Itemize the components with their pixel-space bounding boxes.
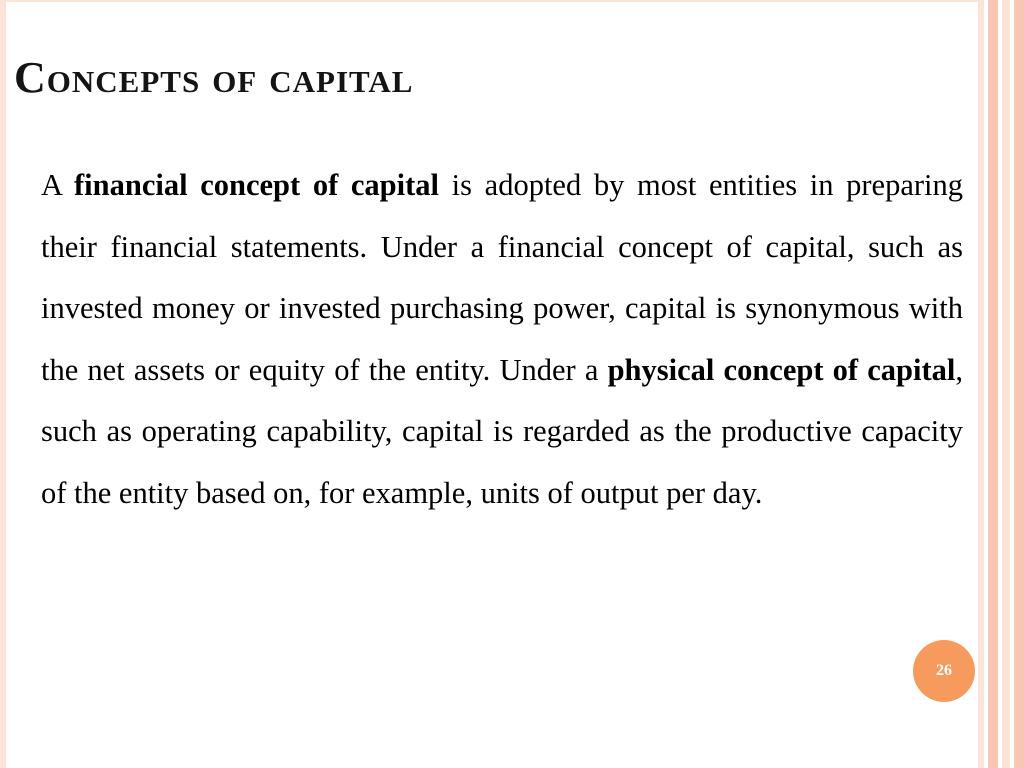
bold-term-physical-concept: physical concept of capital bbox=[607, 352, 956, 387]
text-run: , such as operating capability, capital is regarded as the productive capacity of the entity based on, for example, units of output per day. bbox=[41, 352, 963, 510]
page-number-badge bbox=[913, 640, 975, 702]
stripe-4 bbox=[1014, 0, 1024, 768]
stripe-2 bbox=[988, 0, 998, 768]
body-paragraph bbox=[41, 155, 963, 524]
left-border-stripe bbox=[0, 0, 6, 768]
slide-title: Concepts of capital bbox=[14, 53, 414, 102]
bold-term-financial-concept: financial concept of capital bbox=[74, 168, 439, 202]
page-number: 26 bbox=[936, 662, 952, 679]
text-run: is adopted by most entities in preparing their financial statements. Under a financial concept of capital, such as invested money or invested purchasing power, capital is synonymous with the net assets or equity of the entity. Under a bbox=[41, 168, 964, 387]
right-decorative-stripes bbox=[978, 0, 1024, 768]
text-run: A bbox=[41, 168, 75, 202]
stripe-3 bbox=[1002, 0, 1010, 768]
top-border-line bbox=[0, 0, 978, 2]
